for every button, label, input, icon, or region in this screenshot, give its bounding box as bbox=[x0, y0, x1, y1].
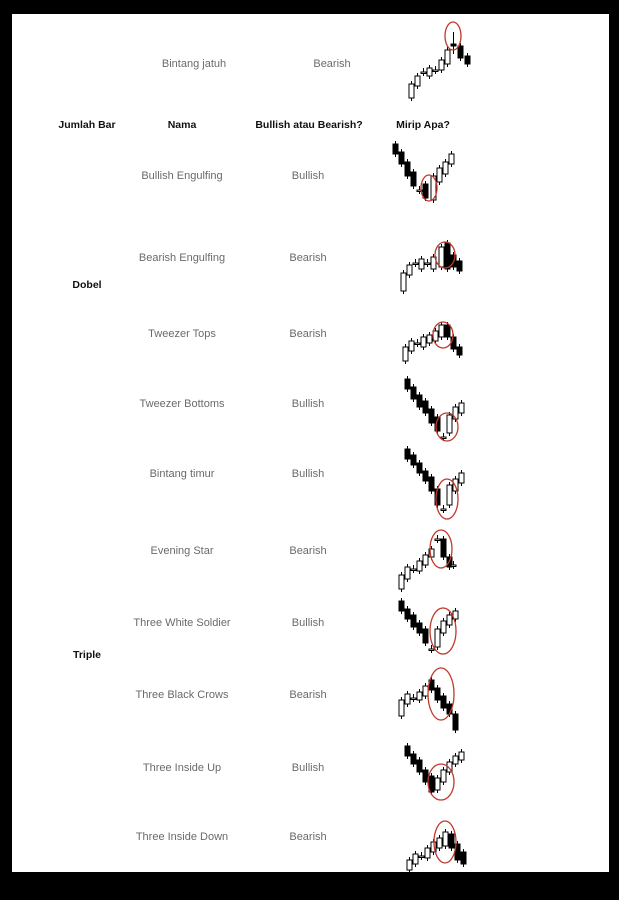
header-bar-count: Jumlah Bar bbox=[58, 119, 116, 131]
row-type-shooting-star: Bearish bbox=[313, 58, 351, 70]
bearish-candle bbox=[423, 767, 428, 785]
bearish-candle bbox=[411, 169, 416, 189]
bearish-candle bbox=[423, 398, 428, 416]
bearish-candle bbox=[423, 468, 428, 484]
bullish-candle bbox=[433, 66, 438, 74]
header-looks-like: Mirip Apa? bbox=[396, 119, 450, 131]
row-name: Three Inside Down bbox=[135, 831, 229, 843]
pattern-figure bbox=[389, 301, 464, 365]
bullish-candle bbox=[437, 835, 442, 851]
bearish-candle bbox=[461, 849, 466, 867]
bearish-candle bbox=[453, 711, 458, 733]
bearish-candle bbox=[457, 344, 462, 358]
bearish-candle bbox=[405, 159, 410, 179]
bullish-candle bbox=[449, 151, 454, 167]
bullish-candle bbox=[439, 57, 444, 73]
bullish-candle bbox=[427, 332, 432, 346]
pattern-figure bbox=[387, 742, 462, 798]
pattern-figure bbox=[387, 443, 462, 509]
header-bullish-bearish: Bullish atau Bearish? bbox=[255, 119, 363, 131]
row-type: Bullish bbox=[291, 617, 325, 629]
bullish-candle bbox=[441, 618, 446, 636]
row-type: Bearish bbox=[289, 831, 327, 843]
bullish-candle bbox=[443, 829, 448, 849]
row-name: Three Inside Up bbox=[142, 762, 222, 774]
row-type: Bearish bbox=[289, 328, 327, 340]
bearish-candle bbox=[405, 606, 410, 622]
pattern-figure bbox=[385, 517, 460, 589]
bullish-candle bbox=[435, 626, 440, 650]
bullish-candle bbox=[443, 159, 448, 177]
bullish-candle bbox=[409, 338, 414, 354]
bullish-candle bbox=[437, 165, 442, 185]
bullish-candle bbox=[403, 344, 408, 364]
bullish-candle bbox=[413, 259, 418, 267]
bullish-candle bbox=[435, 535, 440, 543]
bullish-candle bbox=[439, 322, 444, 340]
row-name-shooting-star: Bintang jatuh bbox=[161, 58, 227, 70]
bearish-candle bbox=[405, 743, 410, 759]
row-type: Bearish bbox=[289, 252, 327, 264]
bullish-candle bbox=[415, 73, 420, 89]
bearish-candle bbox=[411, 612, 416, 630]
row-type: Bullish bbox=[291, 762, 325, 774]
bullish-candle bbox=[409, 81, 414, 101]
bullish-candle bbox=[405, 691, 410, 707]
bearish-candle bbox=[429, 474, 434, 494]
bearish-candle bbox=[411, 384, 416, 402]
bullish-candle bbox=[425, 845, 430, 861]
bullish-candle bbox=[459, 749, 464, 763]
bullish-candle bbox=[441, 505, 446, 513]
bullish-candle bbox=[447, 482, 452, 508]
bearish-candle bbox=[423, 626, 428, 646]
bullish-candle bbox=[423, 683, 428, 699]
bearish-candle bbox=[451, 32, 456, 54]
row-type: Bearish bbox=[289, 545, 327, 557]
bullish-candle bbox=[407, 262, 412, 278]
bearish-candle bbox=[417, 757, 422, 775]
bearish-candle bbox=[405, 446, 410, 462]
pattern-figure bbox=[385, 597, 460, 661]
bullish-candle bbox=[407, 857, 412, 872]
bullish-candle bbox=[421, 334, 426, 350]
bullish-candle bbox=[459, 470, 464, 486]
bullish-candle bbox=[445, 47, 450, 67]
bullish-candle bbox=[417, 689, 422, 703]
bearish-candle bbox=[411, 751, 416, 767]
row-name: Bearish Engulfing bbox=[138, 252, 226, 264]
bearish-candle bbox=[393, 141, 398, 157]
bearish-candle bbox=[465, 53, 470, 67]
row-type: Bullish bbox=[291, 468, 325, 480]
bullish-candle bbox=[411, 694, 416, 702]
bullish-candle bbox=[453, 753, 458, 767]
row-name: Bintang timur bbox=[149, 468, 215, 480]
bullish-candle bbox=[417, 558, 422, 574]
bearish-candle bbox=[429, 406, 434, 426]
row-name: Three Black Crows bbox=[135, 689, 229, 701]
bearish-candle bbox=[417, 460, 422, 476]
bearish-candle bbox=[399, 598, 404, 614]
highlight-circle bbox=[428, 668, 454, 720]
pattern-figure bbox=[385, 140, 460, 210]
bearish-candle bbox=[411, 452, 416, 468]
bullish-candle bbox=[459, 400, 464, 416]
row-name: Tweezer Tops bbox=[148, 328, 216, 340]
pattern-figure-shooting-star bbox=[395, 14, 465, 106]
bearish-candle bbox=[441, 536, 446, 560]
row-name: Tweezer Bottoms bbox=[139, 398, 225, 410]
bearish-candle bbox=[417, 392, 422, 410]
bearish-candle bbox=[441, 693, 446, 711]
bearish-candle bbox=[457, 258, 462, 274]
bearish-candle bbox=[417, 620, 422, 636]
bullish-candle bbox=[411, 565, 416, 573]
row-name: Three White Soldier bbox=[133, 617, 231, 629]
pattern-figure bbox=[389, 804, 464, 870]
bullish-candle bbox=[413, 851, 418, 867]
bullish-candle bbox=[447, 412, 452, 436]
bullish-candle bbox=[421, 68, 426, 76]
group-label-double: Dobel bbox=[72, 279, 102, 291]
pattern-figure bbox=[387, 217, 462, 293]
pattern-table bbox=[12, 14, 609, 872]
row-type: Bearish bbox=[289, 689, 327, 701]
bullish-candle bbox=[423, 552, 428, 568]
bullish-candle bbox=[441, 767, 446, 785]
bullish-candle bbox=[425, 259, 430, 267]
bearish-candle bbox=[399, 149, 404, 167]
bullish-candle bbox=[399, 572, 404, 592]
bullish-candle bbox=[435, 775, 440, 793]
pattern-figure bbox=[385, 660, 460, 730]
bullish-candle bbox=[415, 339, 420, 347]
row-name: Evening Star bbox=[150, 545, 214, 557]
row-type: Bullish bbox=[291, 398, 325, 410]
header-name: Nama bbox=[167, 119, 197, 131]
bullish-candle bbox=[399, 697, 404, 719]
bullish-candle bbox=[405, 564, 410, 582]
row-name: Bullish Engulfing bbox=[141, 170, 223, 182]
group-label-triple: Triple bbox=[72, 649, 102, 661]
bearish-candle bbox=[435, 685, 440, 703]
bullish-candle bbox=[401, 270, 406, 294]
bullish-candle bbox=[419, 852, 424, 860]
row-type: Bullish bbox=[291, 170, 325, 182]
bearish-candle bbox=[405, 376, 410, 392]
bullish-candle bbox=[419, 256, 424, 272]
bearish-candle bbox=[449, 831, 454, 851]
pattern-figure bbox=[389, 375, 464, 437]
bullish-candle bbox=[427, 65, 432, 79]
